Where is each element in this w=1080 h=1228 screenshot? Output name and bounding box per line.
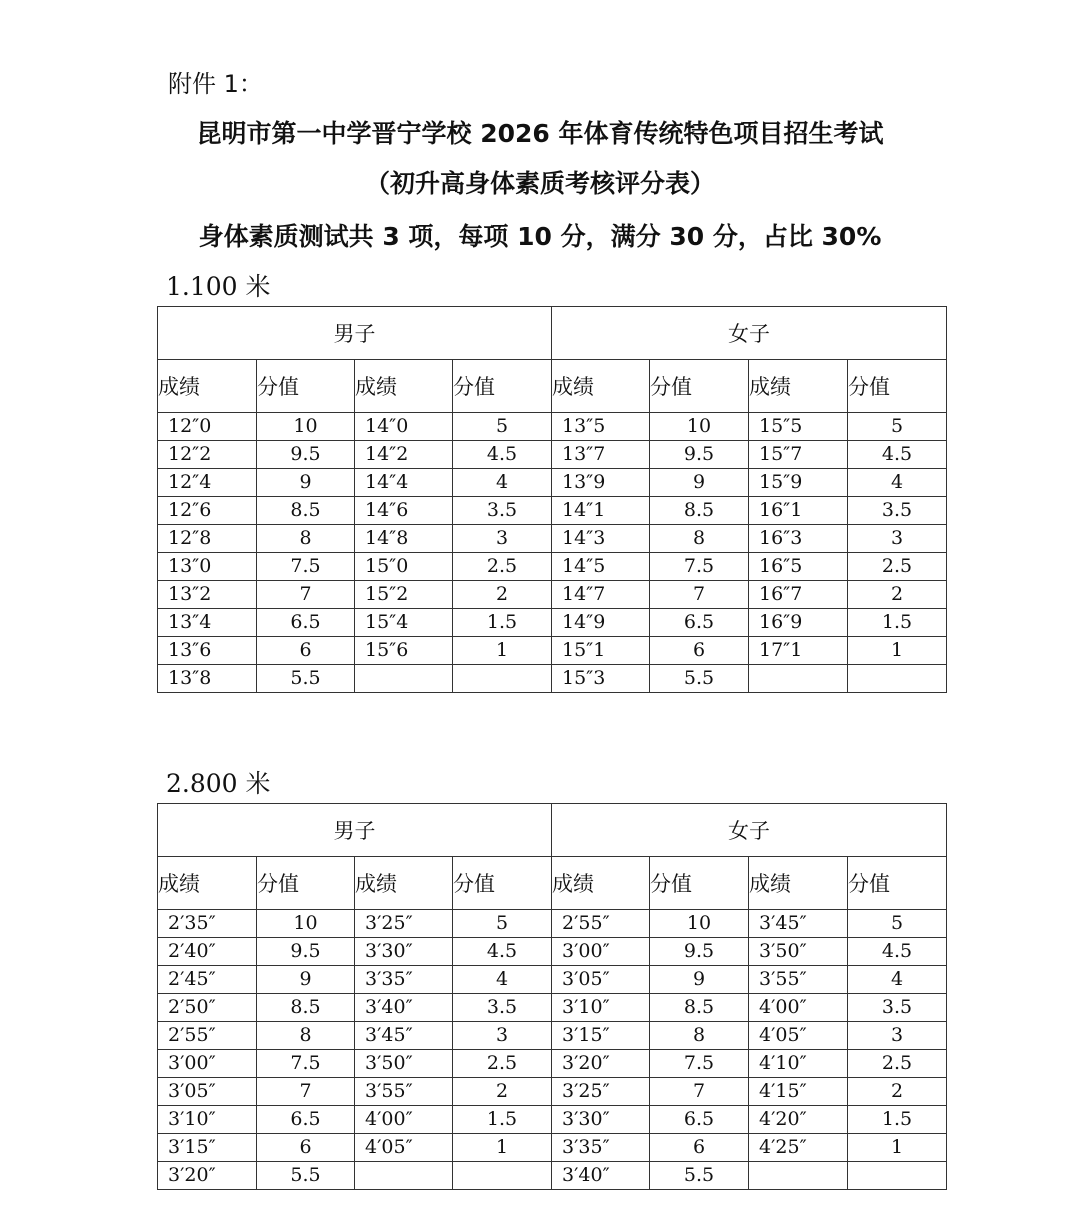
table-row bbox=[158, 910, 947, 938]
result-cell: 15″3 bbox=[552, 665, 650, 693]
score-cell: 9.5 bbox=[257, 441, 355, 469]
score-cell: 2 bbox=[453, 581, 552, 609]
column-header: 成绩 bbox=[355, 360, 453, 413]
score-cell: 8.5 bbox=[257, 497, 355, 525]
table-row bbox=[158, 1134, 947, 1162]
result-cell: 14″8 bbox=[355, 525, 453, 553]
result-cell: 3′30″ bbox=[355, 938, 453, 966]
score-cell: 6 bbox=[257, 637, 355, 665]
score-cell: 4.5 bbox=[453, 938, 552, 966]
result-cell: 15″7 bbox=[749, 441, 848, 469]
table-row bbox=[158, 1162, 947, 1190]
score-cell: 6.5 bbox=[650, 609, 749, 637]
score-cell: 6 bbox=[650, 1134, 749, 1162]
score-cell: 2 bbox=[453, 1078, 552, 1106]
result-cell: 3′00″ bbox=[158, 1050, 257, 1078]
result-cell: 14″3 bbox=[552, 525, 650, 553]
result-cell: 3′05″ bbox=[158, 1078, 257, 1106]
result-cell: 4′05″ bbox=[355, 1134, 453, 1162]
score-cell: 4.5 bbox=[453, 441, 552, 469]
score-cell: 2.5 bbox=[453, 1050, 552, 1078]
score-cell: 6.5 bbox=[257, 609, 355, 637]
result-cell: 12″2 bbox=[158, 441, 257, 469]
score-cell: 5 bbox=[848, 413, 947, 441]
table-row bbox=[158, 609, 947, 637]
score-cell: 10 bbox=[650, 910, 749, 938]
result-cell: 3′55″ bbox=[749, 966, 848, 994]
result-cell: 3′25″ bbox=[355, 910, 453, 938]
result-cell: 4′10″ bbox=[749, 1050, 848, 1078]
score-cell: 8 bbox=[650, 525, 749, 553]
score-cell: 4.5 bbox=[848, 441, 947, 469]
score-cell: 9.5 bbox=[650, 938, 749, 966]
score-cell: 9 bbox=[257, 966, 355, 994]
score-cell: 3 bbox=[848, 525, 947, 553]
result-cell: 14″1 bbox=[552, 497, 650, 525]
result-cell: 3′40″ bbox=[355, 994, 453, 1022]
result-cell: 15″4 bbox=[355, 609, 453, 637]
score-table-800m bbox=[157, 803, 947, 1190]
table-row bbox=[158, 553, 947, 581]
column-header: 分值 bbox=[257, 360, 355, 413]
result-cell: 15″1 bbox=[552, 637, 650, 665]
score-cell bbox=[848, 1162, 947, 1190]
score-cell: 6.5 bbox=[257, 1106, 355, 1134]
score-cell: 6 bbox=[650, 637, 749, 665]
score-cell: 1 bbox=[453, 637, 552, 665]
score-cell: 10 bbox=[257, 910, 355, 938]
result-cell: 3′10″ bbox=[552, 994, 650, 1022]
score-cell: 7 bbox=[257, 581, 355, 609]
result-cell: 13″7 bbox=[552, 441, 650, 469]
result-cell: 3′55″ bbox=[355, 1078, 453, 1106]
score-cell: 7 bbox=[257, 1078, 355, 1106]
score-cell: 10 bbox=[650, 413, 749, 441]
table-row bbox=[158, 665, 947, 693]
score-cell: 4 bbox=[848, 469, 947, 497]
score-cell: 5 bbox=[848, 910, 947, 938]
result-cell: 3′00″ bbox=[552, 938, 650, 966]
result-cell: 4′20″ bbox=[749, 1106, 848, 1134]
result-cell: 13″8 bbox=[158, 665, 257, 693]
group-header-row bbox=[158, 307, 947, 360]
score-cell: 3 bbox=[453, 1022, 552, 1050]
result-cell: 3′15″ bbox=[158, 1134, 257, 1162]
table-row bbox=[158, 441, 947, 469]
result-cell bbox=[749, 1162, 848, 1190]
result-cell: 4′00″ bbox=[749, 994, 848, 1022]
result-cell: 15″2 bbox=[355, 581, 453, 609]
score-cell: 4.5 bbox=[848, 938, 947, 966]
score-cell: 2.5 bbox=[453, 553, 552, 581]
result-cell bbox=[355, 1162, 453, 1190]
score-cell: 1.5 bbox=[848, 609, 947, 637]
result-cell: 16″7 bbox=[749, 581, 848, 609]
score-cell: 8 bbox=[257, 525, 355, 553]
score-cell: 9.5 bbox=[257, 938, 355, 966]
group-header-row bbox=[158, 804, 947, 857]
score-cell: 1.5 bbox=[848, 1106, 947, 1134]
score-cell bbox=[453, 1162, 552, 1190]
result-cell: 15″6 bbox=[355, 637, 453, 665]
result-cell: 15″0 bbox=[355, 553, 453, 581]
result-cell: 16″3 bbox=[749, 525, 848, 553]
score-cell: 3.5 bbox=[848, 994, 947, 1022]
result-cell: 13″6 bbox=[158, 637, 257, 665]
result-cell: 12″0 bbox=[158, 413, 257, 441]
group-header-female: 女子 bbox=[552, 307, 947, 360]
score-cell: 9 bbox=[650, 966, 749, 994]
table-row bbox=[158, 497, 947, 525]
result-cell: 3′35″ bbox=[355, 966, 453, 994]
column-header: 成绩 bbox=[552, 857, 650, 910]
table-row bbox=[158, 1050, 947, 1078]
score-cell: 7.5 bbox=[650, 553, 749, 581]
table-body bbox=[158, 910, 947, 1190]
column-header: 分值 bbox=[848, 360, 947, 413]
section-heading-100m: 1.100 米 bbox=[166, 272, 271, 301]
score-cell: 10 bbox=[257, 413, 355, 441]
result-cell: 3′35″ bbox=[552, 1134, 650, 1162]
result-cell: 3′30″ bbox=[552, 1106, 650, 1134]
result-cell: 2′40″ bbox=[158, 938, 257, 966]
score-cell: 5 bbox=[453, 910, 552, 938]
result-cell: 3′15″ bbox=[552, 1022, 650, 1050]
table-row bbox=[158, 469, 947, 497]
score-cell: 7 bbox=[650, 1078, 749, 1106]
result-cell: 16″9 bbox=[749, 609, 848, 637]
score-cell: 8 bbox=[650, 1022, 749, 1050]
score-table-100m bbox=[157, 306, 947, 693]
table-row bbox=[158, 637, 947, 665]
result-cell: 14″6 bbox=[355, 497, 453, 525]
column-header-row bbox=[158, 360, 947, 413]
result-cell: 13″2 bbox=[158, 581, 257, 609]
result-cell bbox=[355, 665, 453, 693]
score-cell: 5.5 bbox=[257, 665, 355, 693]
result-cell: 13″5 bbox=[552, 413, 650, 441]
result-cell: 14″0 bbox=[355, 413, 453, 441]
result-cell: 3′45″ bbox=[749, 910, 848, 938]
result-cell: 12″8 bbox=[158, 525, 257, 553]
table-row bbox=[158, 938, 947, 966]
result-cell: 15″9 bbox=[749, 469, 848, 497]
score-cell: 2 bbox=[848, 1078, 947, 1106]
table-row bbox=[158, 1078, 947, 1106]
column-header: 成绩 bbox=[355, 857, 453, 910]
result-cell: 2′45″ bbox=[158, 966, 257, 994]
group-header-male: 男子 bbox=[158, 804, 552, 857]
score-cell: 7.5 bbox=[650, 1050, 749, 1078]
score-cell: 9 bbox=[650, 469, 749, 497]
score-cell: 8.5 bbox=[650, 994, 749, 1022]
result-cell: 14″7 bbox=[552, 581, 650, 609]
group-header-male: 男子 bbox=[158, 307, 552, 360]
result-cell: 14″2 bbox=[355, 441, 453, 469]
result-cell: 17″1 bbox=[749, 637, 848, 665]
column-header: 成绩 bbox=[158, 360, 257, 413]
result-cell: 3′25″ bbox=[552, 1078, 650, 1106]
score-cell: 9.5 bbox=[650, 441, 749, 469]
result-cell: 13″9 bbox=[552, 469, 650, 497]
table-row bbox=[158, 1106, 947, 1134]
annex-label: 附件 1： bbox=[168, 70, 263, 98]
score-cell: 3 bbox=[453, 525, 552, 553]
result-cell: 3′50″ bbox=[355, 1050, 453, 1078]
score-cell: 3 bbox=[848, 1022, 947, 1050]
group-header-female: 女子 bbox=[552, 804, 947, 857]
score-cell: 6 bbox=[257, 1134, 355, 1162]
column-header: 分值 bbox=[848, 857, 947, 910]
score-cell: 4 bbox=[453, 469, 552, 497]
table-row bbox=[158, 994, 947, 1022]
score-cell: 2.5 bbox=[848, 1050, 947, 1078]
column-header: 成绩 bbox=[552, 360, 650, 413]
result-cell: 4′00″ bbox=[355, 1106, 453, 1134]
result-cell: 4′15″ bbox=[749, 1078, 848, 1106]
score-cell: 1.5 bbox=[453, 1106, 552, 1134]
result-cell: 14″9 bbox=[552, 609, 650, 637]
result-cell: 12″4 bbox=[158, 469, 257, 497]
score-cell: 8 bbox=[257, 1022, 355, 1050]
column-header-row bbox=[158, 857, 947, 910]
result-cell: 3′45″ bbox=[355, 1022, 453, 1050]
column-header: 分值 bbox=[650, 360, 749, 413]
table-row bbox=[158, 966, 947, 994]
column-header: 成绩 bbox=[749, 857, 848, 910]
result-cell bbox=[749, 665, 848, 693]
result-cell: 13″4 bbox=[158, 609, 257, 637]
section-heading-800m: 2.800 米 bbox=[166, 769, 271, 798]
table-row bbox=[158, 1022, 947, 1050]
column-header: 分值 bbox=[257, 857, 355, 910]
score-cell: 3.5 bbox=[848, 497, 947, 525]
score-cell: 3.5 bbox=[453, 497, 552, 525]
score-cell: 4 bbox=[848, 966, 947, 994]
result-cell: 2′55″ bbox=[158, 1022, 257, 1050]
score-cell: 7.5 bbox=[257, 553, 355, 581]
score-cell: 7 bbox=[650, 581, 749, 609]
score-cell bbox=[848, 665, 947, 693]
score-cell: 7.5 bbox=[257, 1050, 355, 1078]
score-cell: 9 bbox=[257, 469, 355, 497]
document-subtitle: （初升高身体素质考核评分表） bbox=[364, 169, 715, 198]
result-cell: 12″6 bbox=[158, 497, 257, 525]
score-cell: 8.5 bbox=[650, 497, 749, 525]
score-cell: 8.5 bbox=[257, 994, 355, 1022]
score-cell: 2 bbox=[848, 581, 947, 609]
result-cell: 16″5 bbox=[749, 553, 848, 581]
result-cell: 4′25″ bbox=[749, 1134, 848, 1162]
score-cell: 5.5 bbox=[650, 665, 749, 693]
table-row bbox=[158, 525, 947, 553]
column-header: 成绩 bbox=[158, 857, 257, 910]
result-cell: 3′50″ bbox=[749, 938, 848, 966]
result-cell: 16″1 bbox=[749, 497, 848, 525]
document-title: 昆明市第一中学晋宁学校 2026 年体育传统特色项目招生考试 bbox=[196, 119, 884, 148]
score-cell: 5.5 bbox=[650, 1162, 749, 1190]
result-cell: 3′40″ bbox=[552, 1162, 650, 1190]
column-header: 分值 bbox=[453, 857, 552, 910]
score-cell: 1.5 bbox=[453, 609, 552, 637]
score-cell: 2.5 bbox=[848, 553, 947, 581]
result-cell: 13″0 bbox=[158, 553, 257, 581]
score-cell: 4 bbox=[453, 966, 552, 994]
result-cell: 3′05″ bbox=[552, 966, 650, 994]
score-cell: 1 bbox=[848, 1134, 947, 1162]
column-header: 分值 bbox=[650, 857, 749, 910]
result-cell: 3′20″ bbox=[552, 1050, 650, 1078]
score-cell: 1 bbox=[848, 637, 947, 665]
table-row bbox=[158, 413, 947, 441]
score-cell bbox=[453, 665, 552, 693]
result-cell: 14″5 bbox=[552, 553, 650, 581]
result-cell: 14″4 bbox=[355, 469, 453, 497]
column-header: 成绩 bbox=[749, 360, 848, 413]
scoring-summary: 身体素质测试共 3 项，每项 10 分，满分 30 分，占比 30% bbox=[198, 222, 882, 251]
result-cell: 2′35″ bbox=[158, 910, 257, 938]
column-header: 分值 bbox=[453, 360, 552, 413]
result-cell: 15″5 bbox=[749, 413, 848, 441]
result-cell: 4′05″ bbox=[749, 1022, 848, 1050]
score-cell: 1 bbox=[453, 1134, 552, 1162]
result-cell: 2′55″ bbox=[552, 910, 650, 938]
score-cell: 6.5 bbox=[650, 1106, 749, 1134]
score-cell: 5.5 bbox=[257, 1162, 355, 1190]
score-cell: 3.5 bbox=[453, 994, 552, 1022]
score-cell: 5 bbox=[453, 413, 552, 441]
result-cell: 3′20″ bbox=[158, 1162, 257, 1190]
result-cell: 2′50″ bbox=[158, 994, 257, 1022]
table-row bbox=[158, 581, 947, 609]
result-cell: 3′10″ bbox=[158, 1106, 257, 1134]
table-body bbox=[158, 413, 947, 693]
